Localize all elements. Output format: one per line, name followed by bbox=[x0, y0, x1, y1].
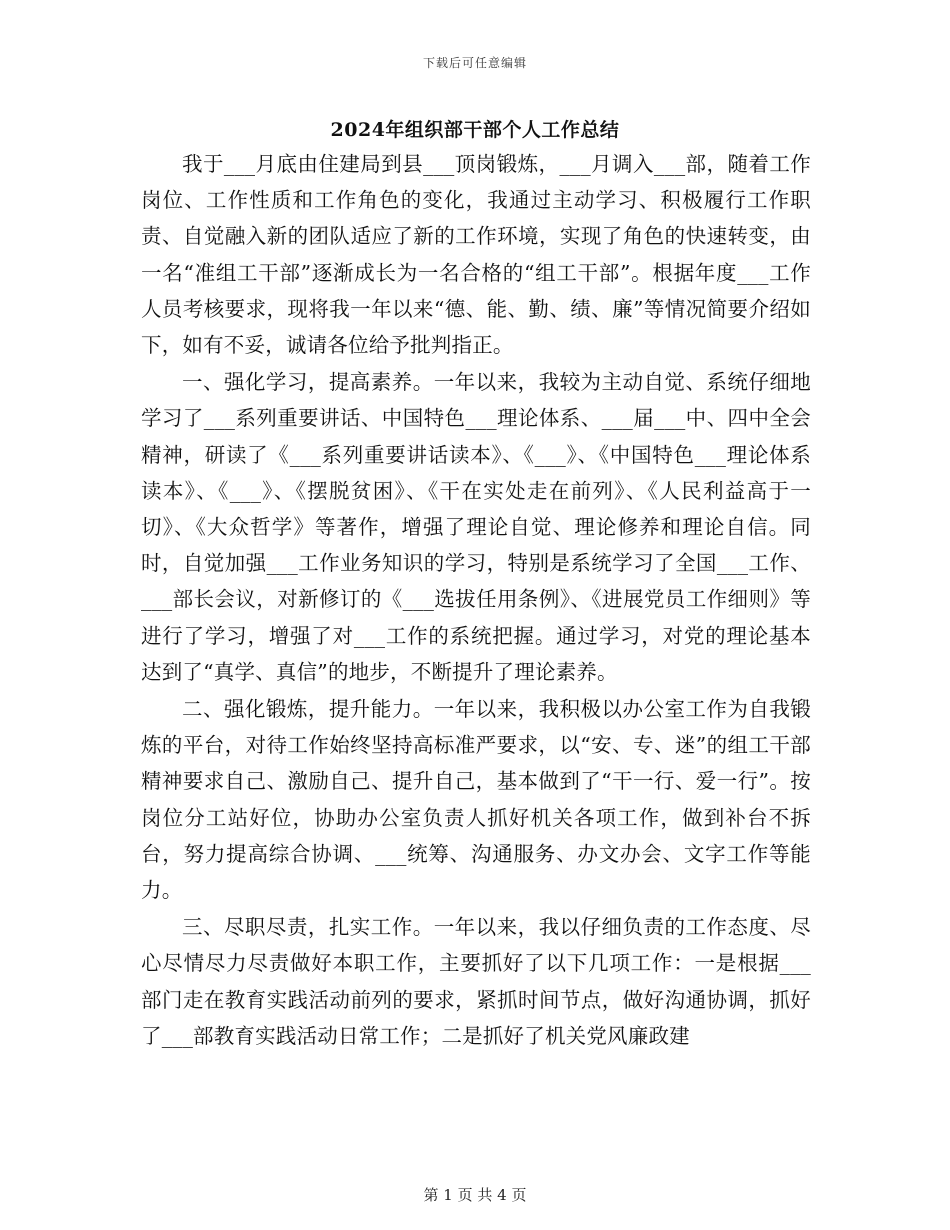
paragraph-study: 一、强化学习，提高素养。一年以来，我较为主动自觉、系统仔细地学习了___系列重要讲话、中国特色___理论体系、___届___中、四中全会精神，研读了《___系列重要讲话读本》、《___》、《中国特色___理论体系读本》、《___》、《摆脱贫困》、《干在实处走在前列》、《人民利益高于一切》、《大众哲学》等著作，增强了理论自觉、理论修养和理论自信。同时，自觉加强___工作业务知识的学习，特别是系统学习了全国___工作、___部长会议，对新修订的《___选拔任用条例》、《进展党员工作细则》等进行了学习，增强了对___工作的系统把握。通过学习，对党的理论基本达到了“真学、真信”的地步，不断提升了理论素养。 bbox=[141, 370, 811, 684]
document-title: 2024年组织部干部个人工作总结 bbox=[330, 119, 620, 141]
header-note: 下载后可任意编辑 bbox=[422, 56, 527, 70]
paragraph-duties: 三、尽职尽责，扎实工作。一年以来，我以仔细负责的工作态度、尽心尽情尽力尽责做好本职工作，主要抓好了以下几项工作：一是根据___部门走在教育实践活动前列的要求，紧抓时间节点，做好沟通协调，抓好了___部教育实践活动日常工作；二是抓好了机关党风廉政建 bbox=[141, 915, 811, 1048]
document-body bbox=[141, 146, 811, 1054]
page-number: 第 1 页 共 4 页 bbox=[423, 1186, 527, 1204]
paragraph-intro: 我于___月底由住建局到县___顶岗锻炼，___月调入___部，随着工作岗位、工作性质和工作角色的变化，我通过主动学习、积极履行工作职责、自觉融入新的团队适应了新的工作环境，实现了角色的快速转变，由一名“准组工干部”逐渐成长为一名合格的“组工干部”。根据年度___工作人员考核要求，现将我一年以来“德、能、勤、绩、廉”等情况简要介绍如下，如有不妥，诚请各位给予批判指正。 bbox=[141, 152, 811, 358]
paragraph-training: 二、强化锻炼，提升能力。一年以来，我积极以办公室工作为自我锻炼的平台，对待工作始终坚持高标准严要求，以“安、专、迷”的组工干部精神要求自己、激励自己、提升自己，基本做到了“干一行、爱一行”。按岗位分工站好位，协助办公室负责人抓好机关各项工作，做到补台不拆台，努力提高综合协调、___统筹、沟通服务、办文办会、文字工作等能力。 bbox=[141, 697, 811, 903]
